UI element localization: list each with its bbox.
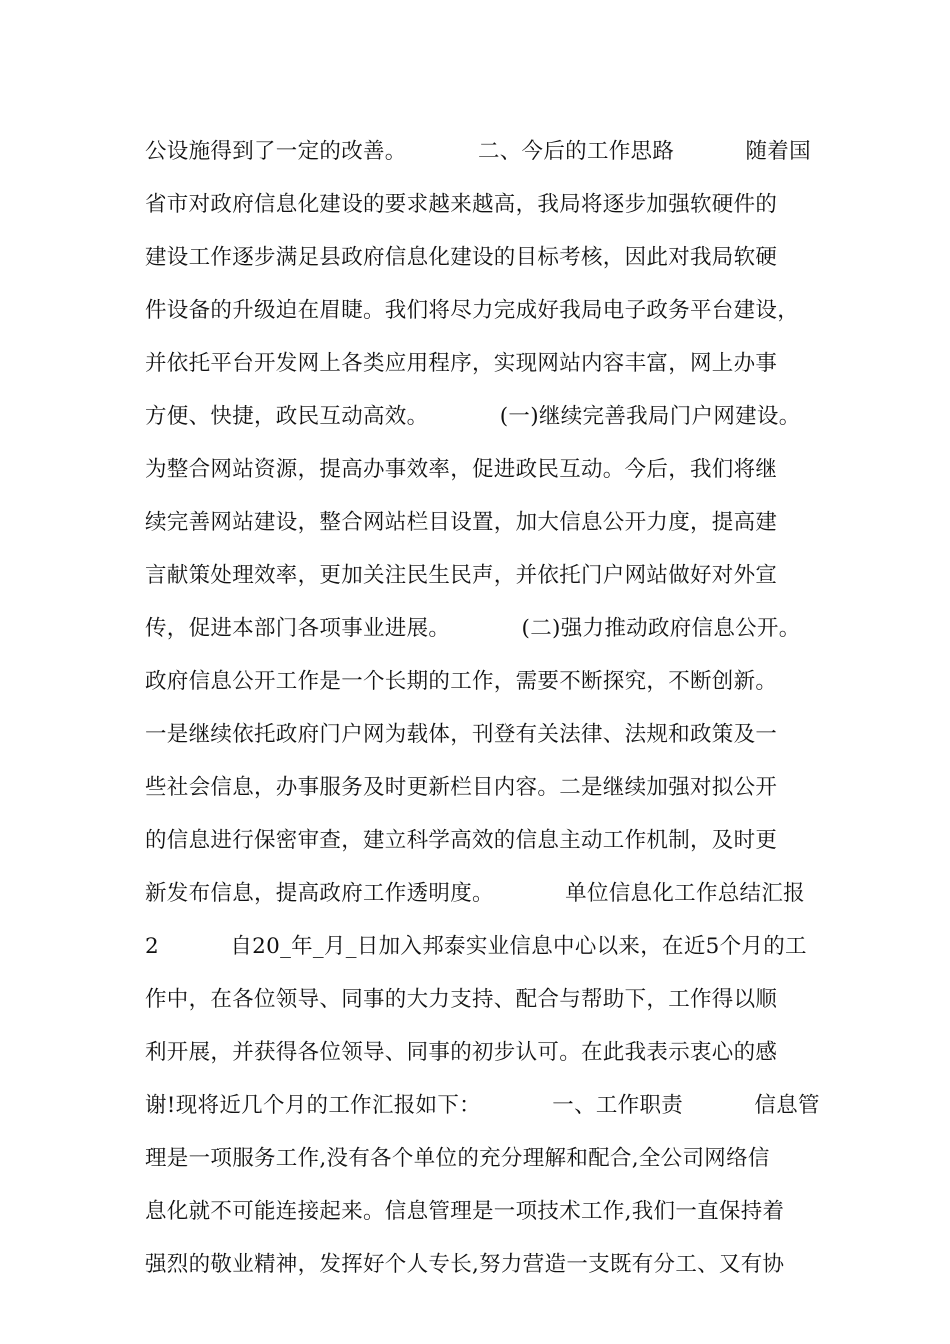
text-line: 2 自20_年_月_日加入邦泰实业信息中心以来，在近5个月的工 [145,934,807,959]
text-line: 一是继续依托政府门户网为载体，刊登有关法律、法规和政策及一 [145,722,778,747]
text-line: 言献策处理效率，更加关注民生民声，并依托门户网站做好对外宣 [145,563,778,588]
text-line: 理是一项服务工作,没有各个单位的充分理解和配合,全公司网络信 [145,1146,770,1171]
text-line: 些社会信息，办事服务及时更新栏目内容。二是继续加强对拟公开 [145,775,778,800]
text-line: 作中，在各位领导、同事的大力支持、配合与帮助下，工作得以顺 [145,987,778,1012]
text-line: 传，促进本部门各项事业进展。 (二)强力推动政府信息公开。 [145,616,801,641]
text-line: 强烈的敬业精神，发挥好个人专长,努力营造一支既有分工、又有协 [145,1252,785,1277]
text-line: 续完善网站建设，整合网站栏目设置，加大信息公开力度，提高建 [145,510,778,535]
document-body [145,132,825,1298]
text-line: 省市对政府信息化建设的要求越来越高，我局将逐步加强软硬件的 [145,192,778,217]
text-line: 件设备的升级迫在眉睫。我们将尽力完成好我局电子政务平台建设， [145,298,800,323]
text-line: 的信息进行保密审查，建立科学高效的信息主动工作机制，及时更 [145,828,778,853]
text-line: 政府信息公开工作是一个长期的工作，需要不断探究，不断创新。 [145,669,778,694]
text-line: 并依托平台开发网上各类应用程序，实现网站内容丰富，网上办事 [145,351,778,376]
text-line: 息化就不可能连接起来。信息管理是一项技术工作,我们一直保持着 [145,1199,785,1224]
text-line: 建设工作逐步满足县政府信息化建设的目标考核，因此对我局软硬 [145,245,778,270]
text-line: 利开展，并获得各位领导、同事的初步认可。在此我表示衷心的感 [145,1040,778,1065]
text-line: 新发布信息，提高政府工作透明度。 单位信息化工作总结汇报 [145,881,805,906]
text-line: 为整合网站资源，提高办事效率，促进政民互动。今后，我们将继 [145,457,778,482]
text-line: 谢!现将近几个月的工作汇报如下： 一、工作职责 信息管 [145,1093,820,1118]
text-line: 方便、快捷，政民互动高效。 (一)继续完善我局门户网建设。 [145,404,801,429]
text-line: 公设施得到了一定的改善。 二、今后的工作思路 随着国 [145,139,811,164]
